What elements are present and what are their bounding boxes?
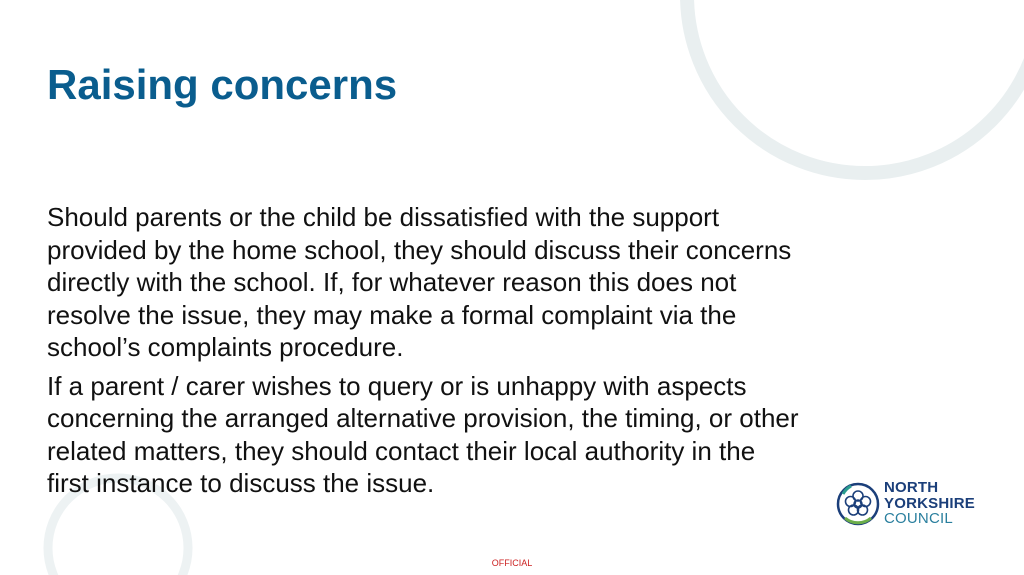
text-line: school’s complaints procedure. xyxy=(47,332,404,362)
logo-wordmark xyxy=(884,480,975,527)
slide-title: Raising concerns xyxy=(47,61,398,108)
paragraph-1 xyxy=(47,201,927,364)
top-right-ring xyxy=(687,0,1024,173)
north-yorkshire-council-logo xyxy=(835,476,985,532)
text-line: If a parent / carer wishes to query or is unhappy with aspects xyxy=(47,370,747,401)
paragraph-2 xyxy=(47,370,927,500)
rose-emblem-icon xyxy=(835,476,881,532)
text-line: Should parents or the child be dissatisfied with the support xyxy=(47,202,720,232)
text-line: related matters, they should contact their local authority in the xyxy=(47,435,756,466)
text-line: resolve the issue, they may make a formal complaint via the xyxy=(47,299,737,330)
slide-body xyxy=(47,201,927,506)
text-line: first instance to discuss the issue. xyxy=(47,468,435,498)
text-line: directly with the school. If, for whatever reason this does not xyxy=(47,267,737,297)
logo-line-council: COUNCIL xyxy=(884,510,953,527)
logo-line-yorkshire: YORKSHIRE xyxy=(884,494,975,512)
text-line: concerning the arranged alternative provision, the timing, or other xyxy=(47,403,799,433)
logo-line-north: NORTH xyxy=(884,479,939,496)
text-line: provided by the home school, they should discuss their concerns xyxy=(47,234,792,265)
classification-label: OFFICIAL xyxy=(491,558,533,568)
